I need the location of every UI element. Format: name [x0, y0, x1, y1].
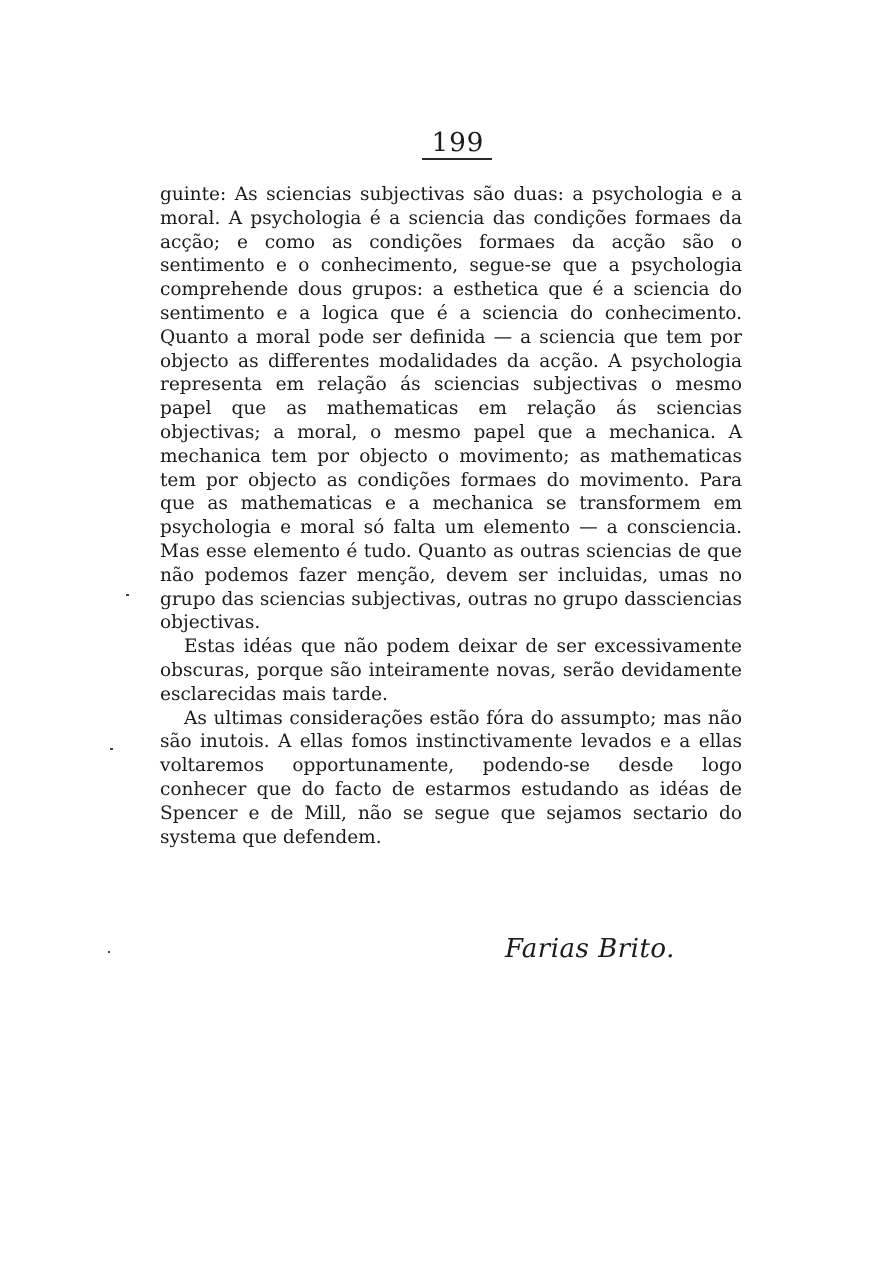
paragraph-2: Estas idéas que não podem deixar de ser excessivamente obscuras, porque são inteiramente novas, serão devidamente esclarecidas mais tarde. — [160, 636, 742, 705]
signature: Farias Brito. — [505, 934, 675, 964]
paragraph-1: guinte: As sciencias subjectivas são duas: a psychologia e a moral. A psychologia é a sciencia das condições formaes da acção; e como as condições formaes da acção são o sentimento e o conhecimento, segue-se que a psychologia comprehende dous grupos: a esthetica que é a sciencia do sentimento e a logica que é a sciencia do conhecimento. Quanto a moral pode ser definida — a sciencia que tem por objecto as differentes modalidades da acção. A psychologia representa em relação ás sciencias subjectivas o mesmo papel que as mathematicas em relação ás sciencias objectivas; a moral, o mesmo papel que a mechanica. A mechanica tem por objecto o movimento; as mathematicas tem por objecto as condições formaes do movimento. Para que as mathematicas e a mechanica se transformem em psychologia e moral só falta um elemento — a consciencia. Mas esse elemento é tudo. Quanto as outras sciencias de que não podemos fazer menção, devem ser incluidas, umas no grupo das sciencias subjectivas, outras no grupo dassciencias objectivas. — [160, 184, 742, 634]
page-number: 199 — [431, 128, 485, 158]
margin-speck — [110, 748, 113, 750]
margin-speck — [108, 951, 110, 953]
paragraph-3: As ultimas considerações estão fóra do assumpto; mas não são inutois. A ellas fomos instinctivamente levados e a ellas voltaremos opportunamente, podendo-se desde logo conhecer que do facto de estarmos estudando as idéas de Spencer e de Mill, não se segue que sejamos sectario do systema que defendem. — [160, 707, 742, 848]
page-number-rule — [422, 158, 492, 160]
body-text — [160, 183, 742, 849]
margin-speck — [126, 594, 129, 596]
